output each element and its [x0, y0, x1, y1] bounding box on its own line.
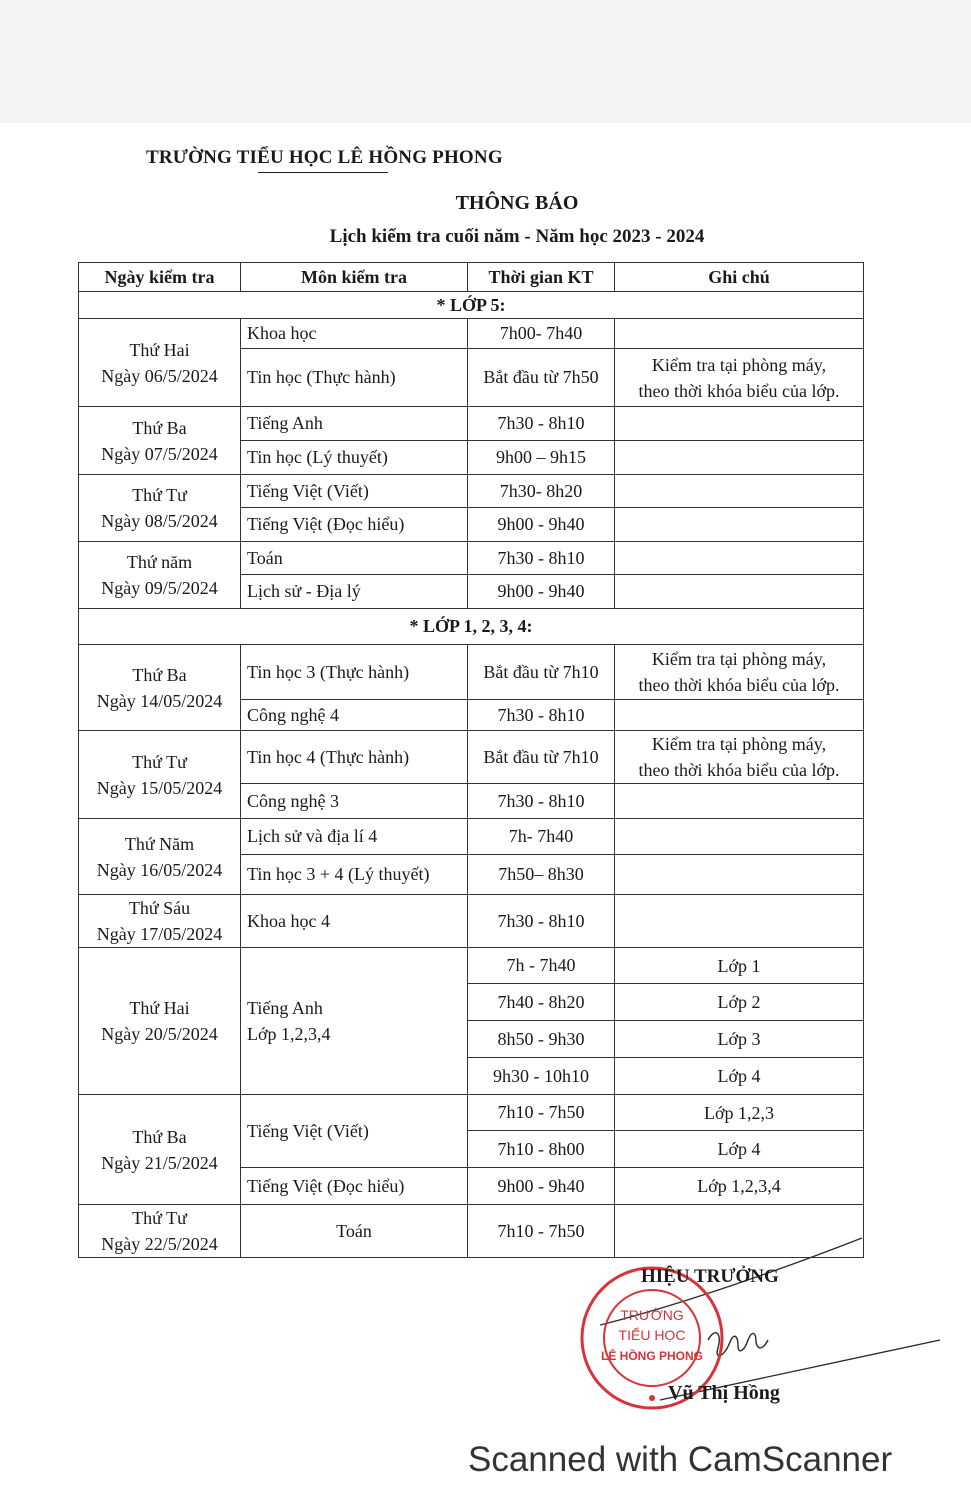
note-cell [615, 700, 864, 731]
time-cell: Bắt đầu từ 7h50 [468, 349, 615, 407]
subject-cell: Tiếng Việt (Viết) [241, 1095, 468, 1168]
time-cell: 7h40 - 8h20 [468, 984, 615, 1021]
stamp-line: TRƯỜNG [620, 1307, 684, 1323]
section-row [79, 609, 864, 645]
camscanner-watermark: Scanned with CamScanner [468, 1440, 893, 1479]
time-cell: 7h30- 8h20 [468, 475, 615, 508]
time-cell: 7h30 - 8h10 [468, 542, 615, 575]
table-row [79, 407, 864, 441]
date-cell [79, 475, 241, 542]
time-cell: Bắt đầu từ 7h10 [468, 731, 615, 784]
date: Ngày 09/5/2024 [101, 578, 218, 598]
stamp-line: LÊ HỒNG PHONG [600, 1349, 704, 1363]
notice-subtitle: Lịch kiểm tra cuối năm - Năm học 2023 - 2024 [329, 226, 705, 247]
note-cell [615, 407, 864, 441]
table-row [79, 819, 864, 855]
note-cell: Lớp 1 [615, 948, 864, 984]
date-cell [79, 319, 241, 407]
date-cell [79, 1095, 241, 1205]
date: Ngày 08/5/2024 [101, 511, 218, 531]
note-line: Kiểm tra tại phòng máy, [651, 649, 827, 669]
date-cell [79, 819, 241, 895]
signature-title: HIỆU TRƯỞNG [641, 1266, 779, 1287]
note-cell [615, 575, 864, 609]
col-header-time: Thời gian KT [468, 263, 615, 292]
note-cell [615, 508, 864, 542]
date: Ngày 07/5/2024 [101, 443, 218, 464]
note-cell [615, 731, 864, 784]
time-cell: 9h30 - 10h10 [468, 1058, 615, 1095]
col-header-date: Ngày kiểm tra [79, 263, 241, 292]
notice-title: THÔNG BÁO [455, 192, 579, 214]
date: Ngày 15/05/2024 [96, 777, 223, 798]
time-cell: Bắt đầu từ 7h10 [468, 645, 615, 700]
date: Ngày 17/05/2024 [96, 924, 223, 944]
time-cell: 7h10 - 7h50 [468, 1095, 615, 1131]
section-grade5: * LỚP 5: [79, 292, 864, 319]
time-cell: 7h30 - 8h10 [468, 700, 615, 731]
time-cell: 7h50– 8h30 [468, 855, 615, 895]
date-cell [79, 895, 241, 948]
date: Ngày 06/5/2024 [101, 365, 218, 386]
date-cell [79, 948, 241, 1095]
date: Ngày 20/5/2024 [101, 1024, 218, 1044]
subject-line: Tiếng Anh [247, 998, 323, 1018]
time-cell: 9h00 – 9h15 [468, 441, 615, 475]
note-cell: Lớp 3 [615, 1021, 864, 1058]
weekday: Thứ năm [126, 552, 193, 572]
weekday: Thứ Ba [132, 664, 187, 685]
note-cell [615, 542, 864, 575]
table-row [79, 895, 864, 948]
subject-cell: Toán [241, 1205, 468, 1258]
weekday: Thứ Hai [129, 339, 190, 360]
subject-cell: Khoa học 4 [241, 895, 468, 948]
date-cell [79, 1205, 241, 1258]
date-cell [79, 407, 241, 475]
time-cell: 7h10 - 7h50 [468, 1205, 615, 1258]
time-cell: 7h30 - 8h10 [468, 784, 615, 819]
subject-cell: Tiếng Việt (Đọc hiểu) [241, 1168, 468, 1205]
table-row [79, 319, 864, 349]
table-row [79, 1095, 864, 1131]
note-cell [615, 784, 864, 819]
time-cell: 9h00 - 9h40 [468, 508, 615, 542]
note-cell: Lớp 1,2,3 [615, 1095, 864, 1131]
subject-cell: Tiếng Việt (Viết) [241, 475, 468, 508]
date: Ngày 14/05/2024 [96, 690, 223, 711]
table-row [79, 731, 864, 784]
table-row [79, 475, 864, 508]
note-cell [615, 475, 864, 508]
note-cell: Lớp 2 [615, 984, 864, 1021]
time-cell: 7h00- 7h40 [468, 319, 615, 349]
time-cell: 9h00 - 9h40 [468, 575, 615, 609]
time-cell: 7h10 - 8h00 [468, 1131, 615, 1168]
subject-cell: Lịch sử và địa lí 4 [241, 819, 468, 855]
note-cell [615, 855, 864, 895]
note-line: theo thời khóa biểu của lớp. [638, 675, 840, 695]
date: Ngày 22/5/2024 [101, 1234, 218, 1254]
time-cell: 9h00 - 9h40 [468, 1168, 615, 1205]
subject-cell: Tin học (Thực hành) [241, 349, 468, 407]
note-cell: Lớp 4 [615, 1058, 864, 1095]
school-name: TRƯỜNG TIỂU HỌC LÊ HỒNG PHONG [146, 147, 503, 168]
note-cell [615, 349, 864, 407]
date-cell [79, 542, 241, 609]
section-row [79, 292, 864, 319]
subject-cell: Tin học 3 (Thực hành) [241, 645, 468, 700]
exam-schedule-table [78, 262, 864, 1258]
weekday: Thứ Tư [132, 485, 187, 505]
note-line: theo thời khóa biểu của lớp. [638, 380, 840, 401]
time-cell: 7h30 - 8h10 [468, 407, 615, 441]
time-cell: 7h30 - 8h10 [468, 895, 615, 948]
date: Ngày 16/05/2024 [96, 859, 223, 880]
subject-cell: Công nghệ 3 [241, 784, 468, 819]
subject-cell [241, 948, 468, 1095]
table-header-row [79, 263, 864, 292]
subject-cell: Tiếng Anh [241, 407, 468, 441]
note-cell: Lớp 4 [615, 1131, 864, 1168]
stamp-line: TIỂU HỌC [618, 1327, 686, 1343]
time-cell: 8h50 - 9h30 [468, 1021, 615, 1058]
weekday: Thứ Năm [124, 833, 195, 854]
subject-cell: Công nghệ 4 [241, 700, 468, 731]
note-line: Kiểm tra tại phòng máy, [651, 734, 827, 754]
note-line: Kiểm tra tại phòng máy, [651, 354, 827, 375]
note-cell [615, 645, 864, 700]
time-cell: 7h- 7h40 [468, 819, 615, 855]
note-cell [615, 319, 864, 349]
subject-cell: Khoa học [241, 319, 468, 349]
weekday: Thứ Ba [132, 1126, 187, 1147]
subject-line: Lớp 1,2,3,4 [247, 1024, 331, 1044]
scan-top-margin [0, 0, 971, 123]
subject-cell: Tin học 4 (Thực hành) [241, 731, 468, 784]
table-row [79, 542, 864, 575]
subject-cell: Tin học (Lý thuyết) [241, 441, 468, 475]
note-cell [615, 819, 864, 855]
weekday: Thứ Tư [132, 1208, 187, 1228]
school-underline [258, 172, 388, 173]
date-cell [79, 731, 241, 819]
note-cell [615, 441, 864, 475]
subject-cell: Lịch sử - Địa lý [241, 575, 468, 609]
note-cell [615, 895, 864, 948]
col-header-subject: Môn kiểm tra [241, 263, 468, 292]
table-row [79, 948, 864, 984]
weekday: Thứ Hai [129, 998, 190, 1018]
note-cell: Lớp 1,2,3,4 [615, 1168, 864, 1205]
col-header-note: Ghi chú [615, 263, 864, 292]
note-line: theo thời khóa biểu của lớp. [638, 760, 840, 780]
subject-cell: Tiếng Việt (Đọc hiểu) [241, 508, 468, 542]
table-row [79, 645, 864, 700]
date: Ngày 21/5/2024 [101, 1152, 218, 1173]
time-cell: 7h - 7h40 [468, 948, 615, 984]
weekday: Thứ Ba [132, 417, 187, 438]
section-grade1234: * LỚP 1, 2, 3, 4: [79, 609, 864, 645]
subject-cell: Toán [241, 542, 468, 575]
subject-cell: Tin học 3 + 4 (Lý thuyết) [241, 855, 468, 895]
signature-name: Vũ Thị Hồng [668, 1382, 780, 1404]
weekday: Thứ Sáu [128, 898, 191, 918]
weekday: Thứ Tư [132, 751, 187, 772]
date-cell [79, 645, 241, 731]
